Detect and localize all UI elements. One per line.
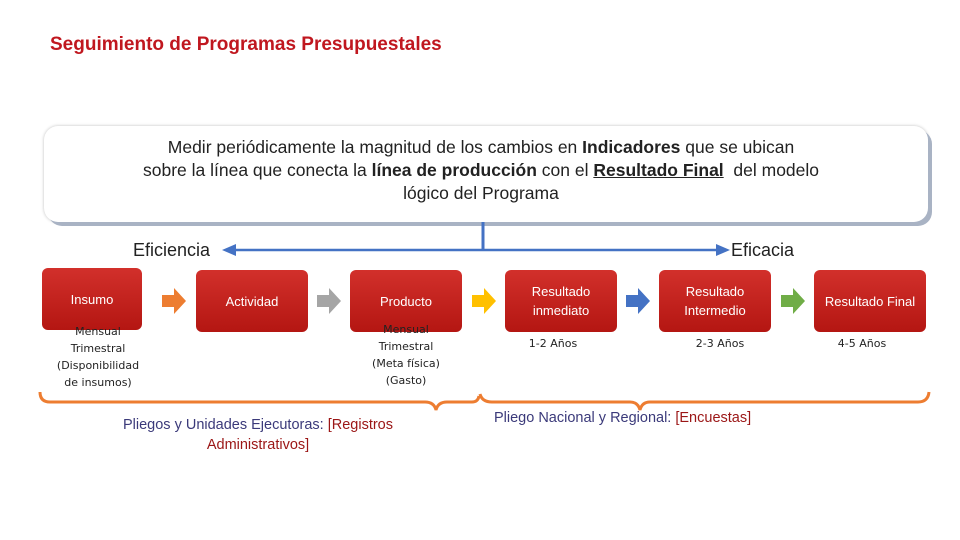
axis-right-arrowhead [716, 244, 730, 256]
callout-line2-pre: sobre la línea que conecta la [142, 160, 372, 180]
callout-line2-mid: con el [536, 160, 594, 180]
callout-line-3: lógico del Programa [403, 183, 559, 203]
box-producto: Producto [350, 270, 462, 332]
yellow-arrow-icon [472, 288, 496, 314]
box-insumo: Insumo [42, 268, 142, 330]
footer-right [494, 408, 751, 428]
note-insumo-line: de insumos) [64, 376, 132, 389]
box-resultado-intermedio: Resultado Intermedio [659, 270, 771, 332]
footer-left-line2: Administrativos] [206, 437, 310, 453]
axis-left-arrowhead [222, 244, 236, 256]
note-producto-line: (Gasto) [385, 374, 427, 387]
note-insumo-line: Mensual [75, 325, 121, 338]
green-arrow-icon [781, 288, 805, 314]
note-insumo-line: (Disponibilidad [56, 359, 140, 372]
callout-line1-pre: Medir periódicamente la magnitud de los cambios en [167, 137, 583, 157]
bracket-left [40, 392, 466, 410]
eficacia-label: Eficacia [731, 240, 795, 260]
footer-right-text: Pliego Nacional y Regional: [494, 410, 676, 426]
footer-left-text: Pliegos y Unidades Ejecutoras: [122, 417, 328, 433]
box-resultado-inmediato: Resultado inmediato [505, 270, 617, 332]
eficiencia-label: Eficiencia [133, 240, 211, 260]
orange-arrow-icon [162, 288, 186, 314]
gray-arrow-icon [317, 288, 341, 314]
box-resultado-final: Resultado Final [814, 270, 926, 332]
callout-resultado-final: Resultado Final [593, 160, 724, 180]
note-producto-line: Mensual [383, 323, 429, 336]
callout-linea-produccion: línea de producción [371, 160, 537, 180]
footer-left [86, 415, 430, 455]
note-producto-line: Trimestral [378, 340, 434, 353]
box-actividad: Actividad [196, 270, 308, 332]
page-title: Seguimiento de Programas Presupuestales [50, 34, 442, 55]
blue-arrow-icon [626, 288, 650, 314]
footer-left-tag: [Registros [327, 417, 393, 433]
note-resultado-final: 4-5 Años [837, 337, 887, 350]
bracket-left-end [466, 396, 479, 402]
footer-right-tag: [Encuestas] [675, 410, 752, 426]
note-resultado-inmediato: 1-2 Años [528, 337, 578, 350]
callout-indicadores: Indicadores [582, 137, 681, 157]
note-insumo-line: Trimestral [70, 342, 126, 355]
note-producto-line: (Meta física) [372, 357, 440, 370]
note-insumo [40, 323, 156, 391]
note-producto [346, 321, 466, 389]
callout-line1-post: que se ubican [680, 137, 795, 157]
callout-line2-post: del modelo [723, 160, 820, 180]
footer-left-line1 [86, 415, 430, 435]
note-resultado-intermedio: 2-3 Años [695, 337, 745, 350]
